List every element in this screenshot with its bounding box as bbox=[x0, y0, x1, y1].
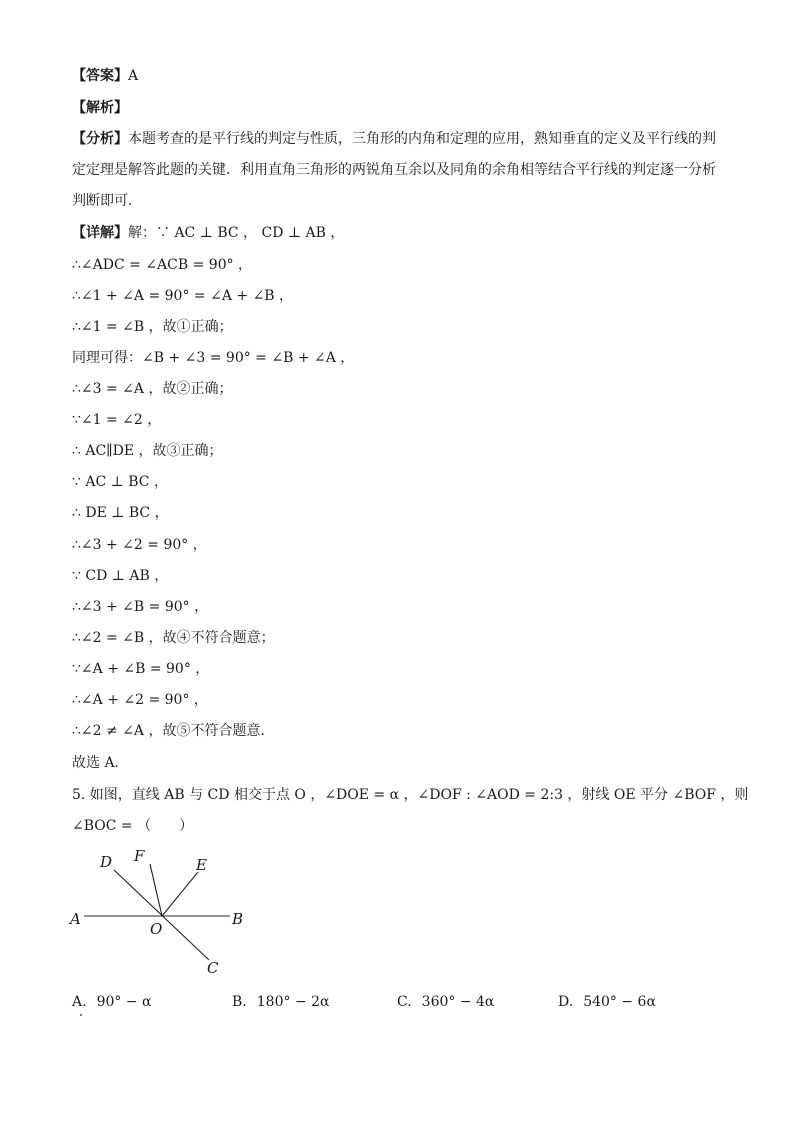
detail-line-4: 同理可得：∠B + ∠3 = 90° = ∠B + ∠A ， bbox=[72, 350, 355, 366]
question5-line1: 5. 如图，直线 AB 与 CD 相交于点 O ，∠DOE = α ，∠DOF : ∠AOD = 2:3 ，射线 OE 平分 ∠BOF ，则 bbox=[72, 787, 749, 803]
label-d: D bbox=[100, 853, 113, 871]
option-a: A. 90° − α bbox=[72, 994, 152, 1010]
detail-line-17: 故选 A． bbox=[72, 755, 129, 771]
detail-line-13: ∴∠2 = ∠B ，故④不符合题意； bbox=[72, 630, 275, 646]
fenxi-label: 【分析】 bbox=[72, 131, 128, 147]
question5-line2: ∠BOC = （ ） bbox=[72, 818, 194, 834]
label-a: A bbox=[70, 910, 81, 928]
detail-line-10: ∴∠3 + ∠2 = 90° ， bbox=[72, 537, 207, 553]
analysis-label: 【解析】 bbox=[72, 100, 128, 116]
label-c: C bbox=[207, 959, 219, 977]
detail-line-0: 【详解】解：∵ AC ⊥ BC ， CD ⊥ AB ， bbox=[72, 225, 345, 241]
detail-line-12: ∴∠3 + ∠B = 90° ， bbox=[72, 599, 209, 615]
stray-dot bbox=[80, 1014, 82, 1016]
answer-label: 【答案】 bbox=[72, 68, 128, 84]
detail-line-3: ∴∠1 = ∠B ，故①正确； bbox=[72, 319, 233, 335]
detail-line-2: ∴∠1 + ∠A = 90° = ∠A + ∠B ， bbox=[72, 288, 294, 304]
ray-of bbox=[150, 864, 162, 916]
detail-line-7: ∴ AC∥DE ，故③正确； bbox=[72, 443, 223, 459]
label-o: O bbox=[150, 920, 163, 938]
detail-line-1: ∴∠ADC = ∠ACB = 90° ， bbox=[72, 257, 253, 273]
label-e: E bbox=[196, 856, 207, 874]
detail-line-5: ∴∠3 = ∠A ，故②正确； bbox=[72, 381, 233, 397]
fenxi-paragraph bbox=[72, 124, 722, 217]
label-f: F bbox=[134, 847, 145, 865]
option-d: D. 540° − 6α bbox=[558, 994, 656, 1010]
option-b: B. 180° − 2α bbox=[232, 994, 330, 1010]
geometry-figure bbox=[64, 842, 264, 982]
detail-line-8: ∵ AC ⊥ BC ， bbox=[72, 474, 168, 490]
detail-line-14: ∵∠A + ∠B = 90° ， bbox=[72, 661, 210, 677]
answer-value: A bbox=[128, 68, 139, 84]
detail-line-15: ∴∠A + ∠2 = 90° ， bbox=[72, 692, 208, 708]
fenxi-text: 本题考查的是平行线的判定与性质，三角形的内角和定理的应用，熟知垂直的定义及平行线的判定定理是解答此题的关键．利用直角三角形的两锐角互余以及同角的余角相等结合平行线的判定逐一分析判断即可． bbox=[72, 131, 716, 209]
detail-line-9: ∴ DE ⊥ BC ， bbox=[72, 505, 169, 521]
detail-line-6: ∵∠1 = ∠2 ， bbox=[72, 412, 162, 428]
detail-line-11: ∵ CD ⊥ AB ， bbox=[72, 568, 169, 584]
label-b: B bbox=[232, 910, 244, 928]
ray-oe bbox=[162, 872, 198, 916]
detail-label: 【详解】 bbox=[72, 225, 128, 241]
answer-line bbox=[72, 66, 138, 86]
detail-line-16: ∴∠2 ≠ ∠A ，故⑤不符合题意． bbox=[72, 723, 275, 739]
option-c: C. 360° − 4α bbox=[397, 994, 495, 1010]
